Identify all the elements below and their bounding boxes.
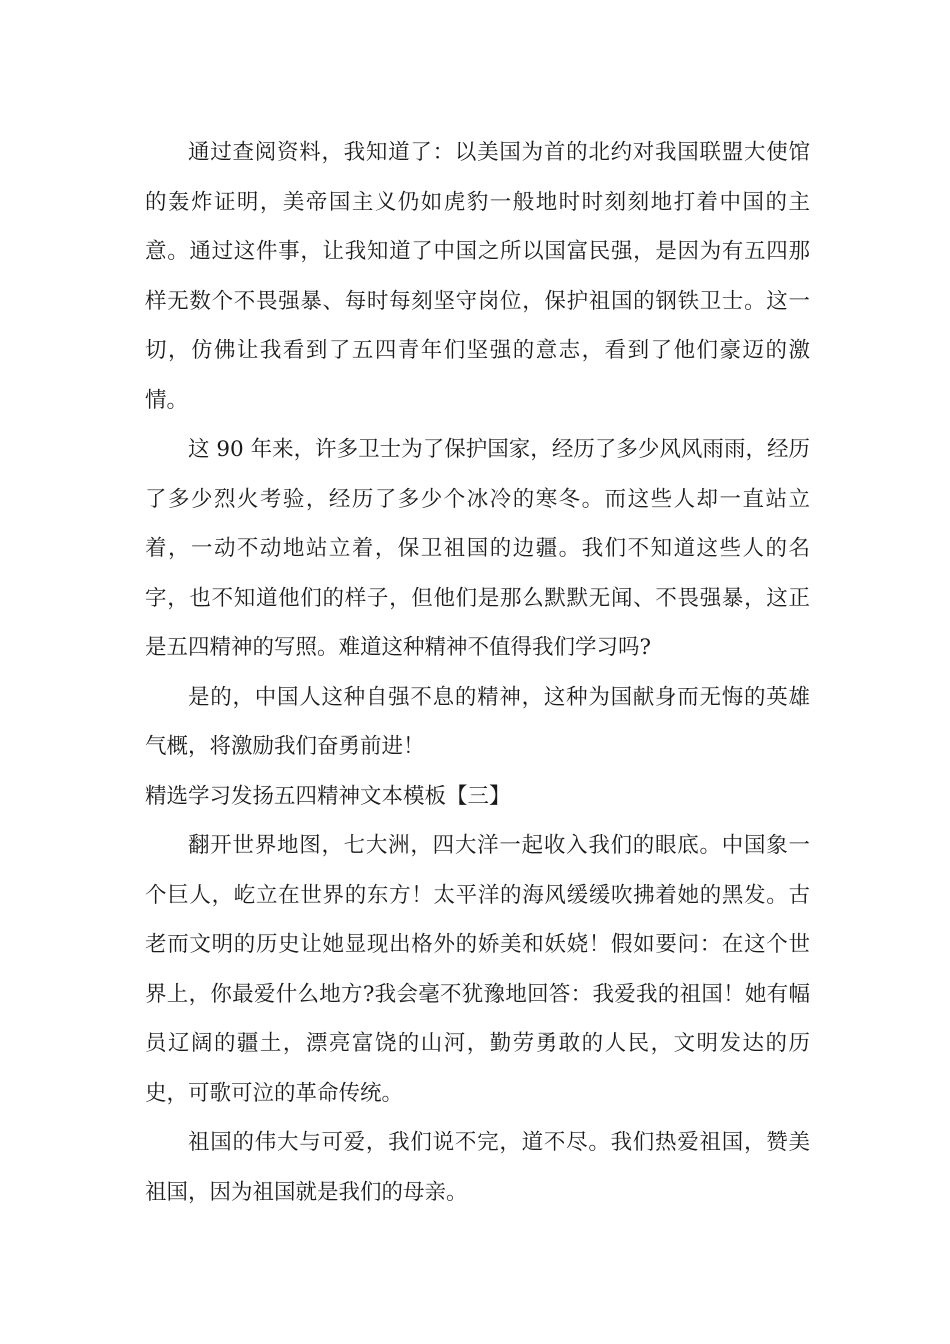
document-page [145,128,810,1217]
paragraph-2: 这 90 年来，许多卫士为了保护国家，经历了多少风风雨雨，经历了多少烈火考验，经历了多少个冰冷的寒冬。而这些人却一直站立着，一动不动地站立着，保卫祖国的边疆。我们不知道这些人的名字，也不知道他们的样子，但他们是那么默默无闻、不畏强暴，这正是五四精神的写照。难道这种精神不值得我们学习吗? [145,437,810,660]
paragraph-5: 祖国的伟大与可爱，我们说不完，道不尽。我们热爱祖国，赞美祖国，因为祖国就是我们的母亲。 [145,1130,810,1205]
paragraph-4: 翻开世界地图，七大洲，四大洋一起收入我们的眼底。中国象一个巨人，屹立在世界的东方！太平洋的海风缓缓吹拂着她的黑发。古老而文明的历史让她显现出格外的娇美和妖娆！假如要问：在这个世界上，你最爱什么地方?我会毫不犹豫地回答：我爱我的祖国！她有幅员辽阔的疆土，漂亮富饶的山河，勤劳勇敢的人民，文明发达的历史，可歌可泣的革命传统。 [145,833,810,1106]
paragraph-3: 是的，中国人这种自强不息的精神，这种为国献身而无悔的英雄气概，将激励我们奋勇前进！ [145,684,810,759]
section-heading: 精选学习发扬五四精神文本模板【三】 [145,783,511,809]
paragraph-1: 通过查阅资料，我知道了：以美国为首的北约对我国联盟大使馆的轰炸证明，美帝国主义仍如虎豹一般地时时刻刻地打着中国的主意。通过这件事，让我知道了中国之所以国富民强，是因为有五四那样无数个不畏强暴、每时每刻坚守岗位，保护祖国的钢铁卫士。这一切，仿佛让我看到了五四青年们坚强的意志，看到了他们豪迈的激情。 [145,140,810,413]
